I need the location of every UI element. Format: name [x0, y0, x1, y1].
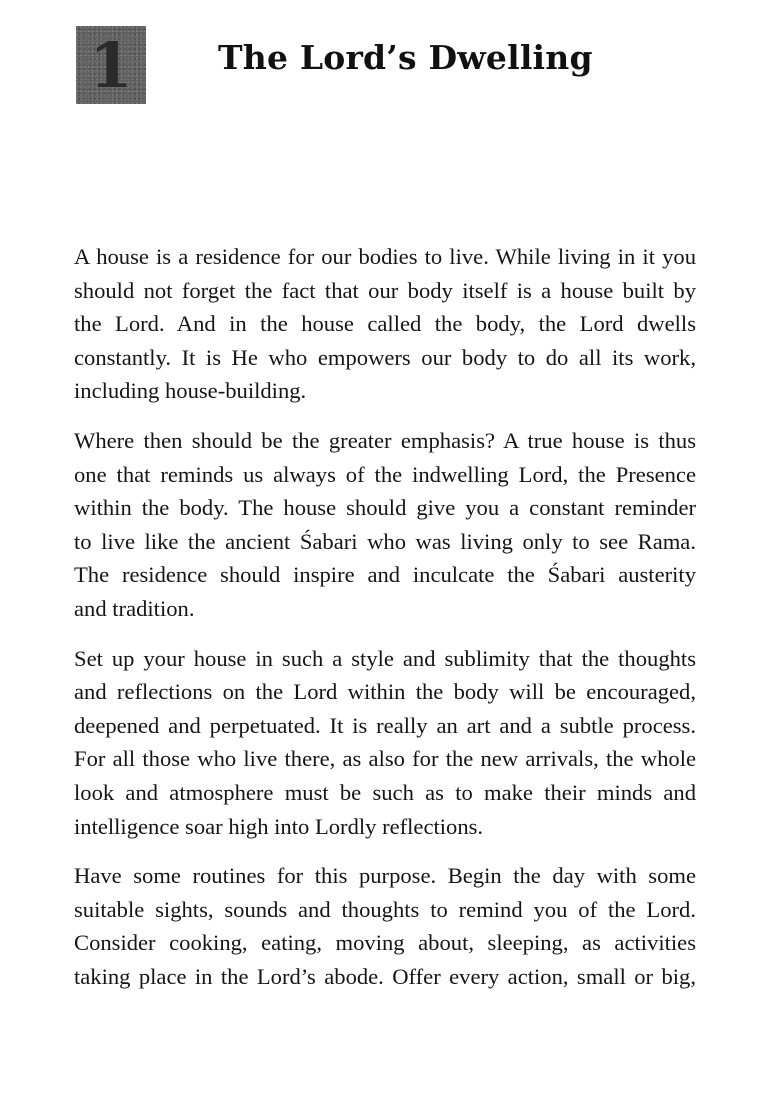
text-line: For all those who live there, as also for the new arrivals, the whole — [74, 746, 696, 772]
paragraph-3 — [74, 642, 696, 844]
text-line: intelligence soar high into Lordly reflections. — [74, 813, 484, 839]
paragraph-2 — [74, 424, 696, 626]
text-line: and tradition. — [74, 595, 195, 621]
chapter-body — [74, 240, 696, 1009]
chapter-number-box — [76, 26, 146, 104]
text-line: Where then should be the greater emphasis? A true house is thus — [74, 427, 696, 453]
text-line: suitable sights, sounds and thoughts to remind you of the Lord. — [74, 896, 696, 922]
paragraph-4 — [74, 859, 696, 993]
text-line: to live like the ancient Śabari who was living only to see Rama. — [74, 528, 696, 554]
text-line: look and atmosphere must be such as to make their minds and — [74, 779, 696, 805]
paragraph-1 — [74, 240, 696, 408]
chapter-number: 1 — [89, 29, 133, 102]
text-line: constantly. It is He who empowers our body to do all its work, — [74, 344, 696, 370]
text-line: Set up your house in such a style and sublimity that the thoughts — [74, 645, 696, 671]
text-line: and reflections on the Lord within the body will be encouraged, — [74, 679, 696, 705]
text-line: including house-building. — [74, 378, 307, 404]
chapter-title: The Lord’s Dwelling — [218, 38, 593, 77]
text-line: The residence should inspire and inculcate the Śabari austerity — [74, 562, 696, 588]
text-line: the Lord. And in the house called the body, the Lord dwells — [74, 311, 696, 337]
text-line: Consider cooking, eating, moving about, sleeping, as activities — [74, 930, 696, 956]
text-line: Have some routines for this purpose. Begin the day with some — [74, 863, 696, 889]
text-line: should not forget the fact that our body itself is a house built by — [74, 277, 696, 303]
text-line: deepened and perpetuated. It is really an art and a subtle process. — [74, 712, 696, 738]
text-line: A house is a residence for our bodies to live. While living in it you — [74, 244, 696, 269]
text-line: taking place in the Lord’s abode. Offer every action, small or big, — [74, 963, 696, 989]
text-line: within the body. The house should give you a constant reminder — [74, 495, 696, 521]
text-line: one that reminds us always of the indwelling Lord, the Presence — [74, 461, 696, 487]
